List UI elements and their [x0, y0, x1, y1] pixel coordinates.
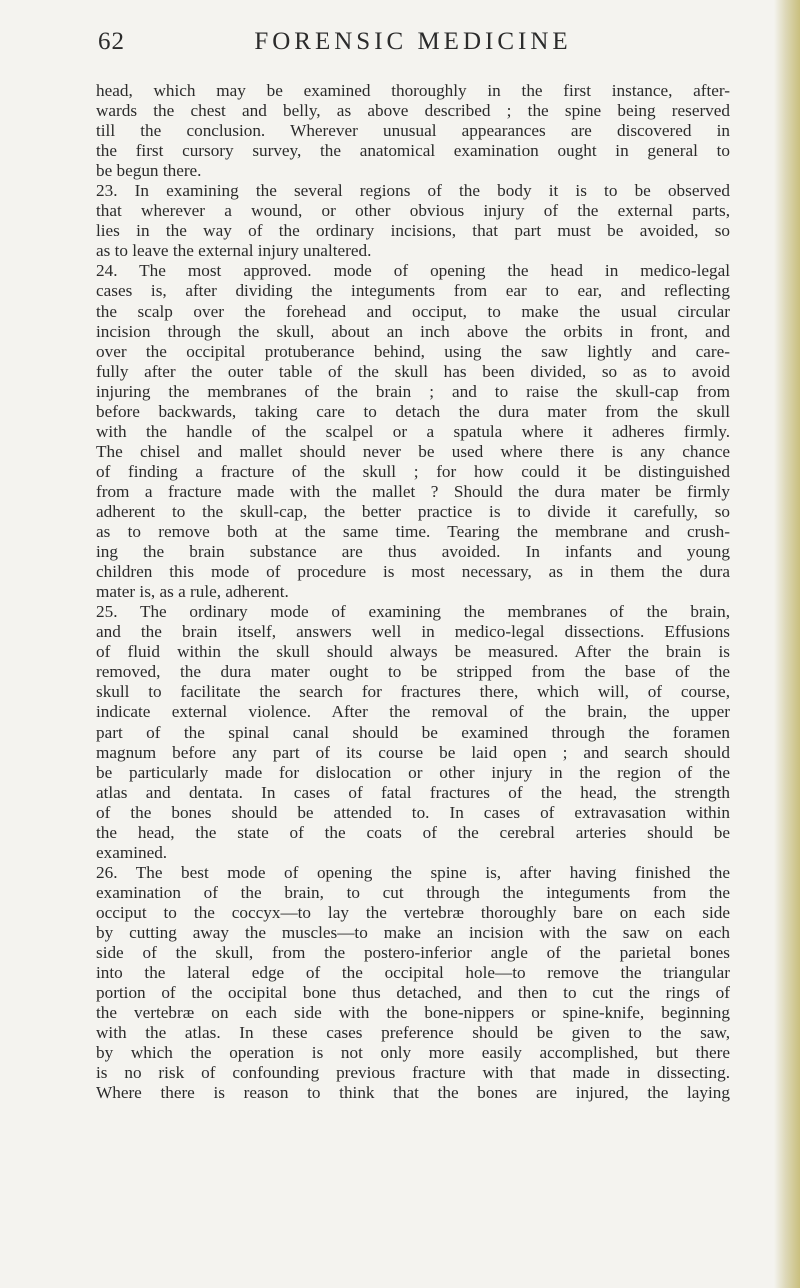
text-line: by which the operation is not only more easily accomplished, but there [96, 1043, 730, 1063]
text-line: by cutting away the muscles—to make an incision with the saw on each [96, 922, 730, 942]
text-line: from a fracture made with the mallet ? Should the dura mater be firmly [96, 481, 730, 501]
text-line: the head, the state of the coats of the cerebral arteries should be [96, 822, 730, 842]
text-line: that wherever a wound, or other obvious injury of the external parts, [96, 201, 730, 221]
page-number: 62 [98, 28, 125, 55]
text-line: portion of the occipital bone thus detached, and then to cut the rings of [96, 983, 730, 1003]
text-line: be particularly made for dislocation or other injury in the region of the [96, 762, 730, 782]
text-line: 25. The ordinary mode of examining the membranes of the brain, [96, 602, 730, 622]
text-line: the first cursory survey, the anatomical examination ought in general to [96, 141, 730, 161]
text-line: cases is, after dividing the integuments from ear to ear, and reflecting [96, 281, 730, 301]
text-line: the vertebræ on each side with the bone-nippers or spine-knife, beginning [96, 1003, 730, 1023]
text-line: of finding a fracture of the skull ; for how could it be distinguished [96, 461, 730, 481]
text-line: before backwards, taking care to detach the dura mater from the skull [96, 401, 730, 421]
text-line: examined. [96, 842, 168, 862]
text-line: examination of the brain, to cut through the integuments from the [96, 882, 730, 902]
text-line: side of the skull, from the postero-inferior angle of the parietal bones [96, 943, 730, 963]
text-line: magnum before any part of its course be laid open ; and search should [96, 742, 730, 762]
text-line: injuring the membranes of the brain ; and to raise the skull-cap from [96, 381, 730, 401]
text-line: children this mode of procedure is most necessary, as in them the dura [96, 562, 730, 582]
text-line: be begun there. [96, 161, 202, 181]
text-line: ing the brain substance are thus avoided. In infants and young [96, 542, 730, 562]
text-line: atlas and dentata. In cases of fatal fractures of the head, the strength [96, 782, 730, 802]
text-line: till the conclusion. Wherever unusual appearances are discovered in [96, 121, 730, 141]
text-line: as to remove both at the same time. Tearing the membrane and crush- [96, 522, 730, 542]
page-edge-shadow [774, 0, 800, 1288]
text-line: The chisel and mallet should never be used where there is any chance [96, 441, 730, 461]
text-line: occiput to the coccyx—to lay the vertebræ thoroughly bare on each side [96, 902, 730, 922]
text-line: 24. The most approved. mode of opening the head in medico-legal [96, 261, 730, 281]
text-line: Where there is reason to think that the bones are injured, the laying [96, 1083, 730, 1103]
running-title: FORENSIC MEDICINE [254, 28, 572, 55]
text-line: lies in the way of the ordinary incisions, that part must be avoided, so [96, 221, 730, 241]
text-line: with the atlas. In these cases preference should be given to the saw, [96, 1023, 730, 1043]
text-line: the scalp over the forehead and occiput, to make the usual circular [96, 301, 730, 321]
text-line: fully after the outer table of the skull has been divided, so as to avoid [96, 361, 730, 381]
text-line: removed, the dura mater ought to be stripped from the base of the [96, 662, 730, 682]
text-line: of fluid within the skull should always be measured. After the brain is [96, 642, 730, 662]
text-line: is no risk of confounding previous fracture with that made in dissecting. [96, 1063, 730, 1083]
text-line: over the occipital protuberance behind, using the saw lightly and care- [96, 341, 730, 361]
text-line: indicate external violence. After the removal of the brain, the upper [96, 702, 730, 722]
text-line: part of the spinal canal should be examined through the foramen [96, 722, 730, 742]
text-line: skull to facilitate the search for fractures there, which will, of course, [96, 682, 730, 702]
text-line: mater is, as a rule, adherent. [96, 582, 289, 602]
text-line: of the bones should be attended to. In cases of extravasation within [96, 802, 730, 822]
text-line: and the brain itself, answers well in medico-legal dissections. Effusions [96, 622, 730, 642]
page-header [98, 28, 728, 58]
text-line: as to leave the external injury unaltered. [96, 241, 372, 261]
text-line: 26. The best mode of opening the spine is, after having finished the [96, 862, 730, 882]
text-line: wards the chest and belly, as above described ; the spine being reserved [96, 101, 730, 121]
body-text [96, 81, 730, 1103]
text-line: head, which may be examined thoroughly in the first instance, after- [96, 81, 730, 100]
text-line: incision through the skull, about an inch above the orbits in front, and [96, 321, 730, 341]
text-line: 23. In examining the several regions of the body it is to be observed [96, 181, 730, 201]
text-line: into the lateral edge of the occipital hole—to remove the triangular [96, 963, 730, 983]
text-line: with the handle of the scalpel or a spatula where it adheres firmly. [96, 421, 730, 441]
text-line: adherent to the skull-cap, the better practice is to divide it carefully, so [96, 501, 730, 521]
